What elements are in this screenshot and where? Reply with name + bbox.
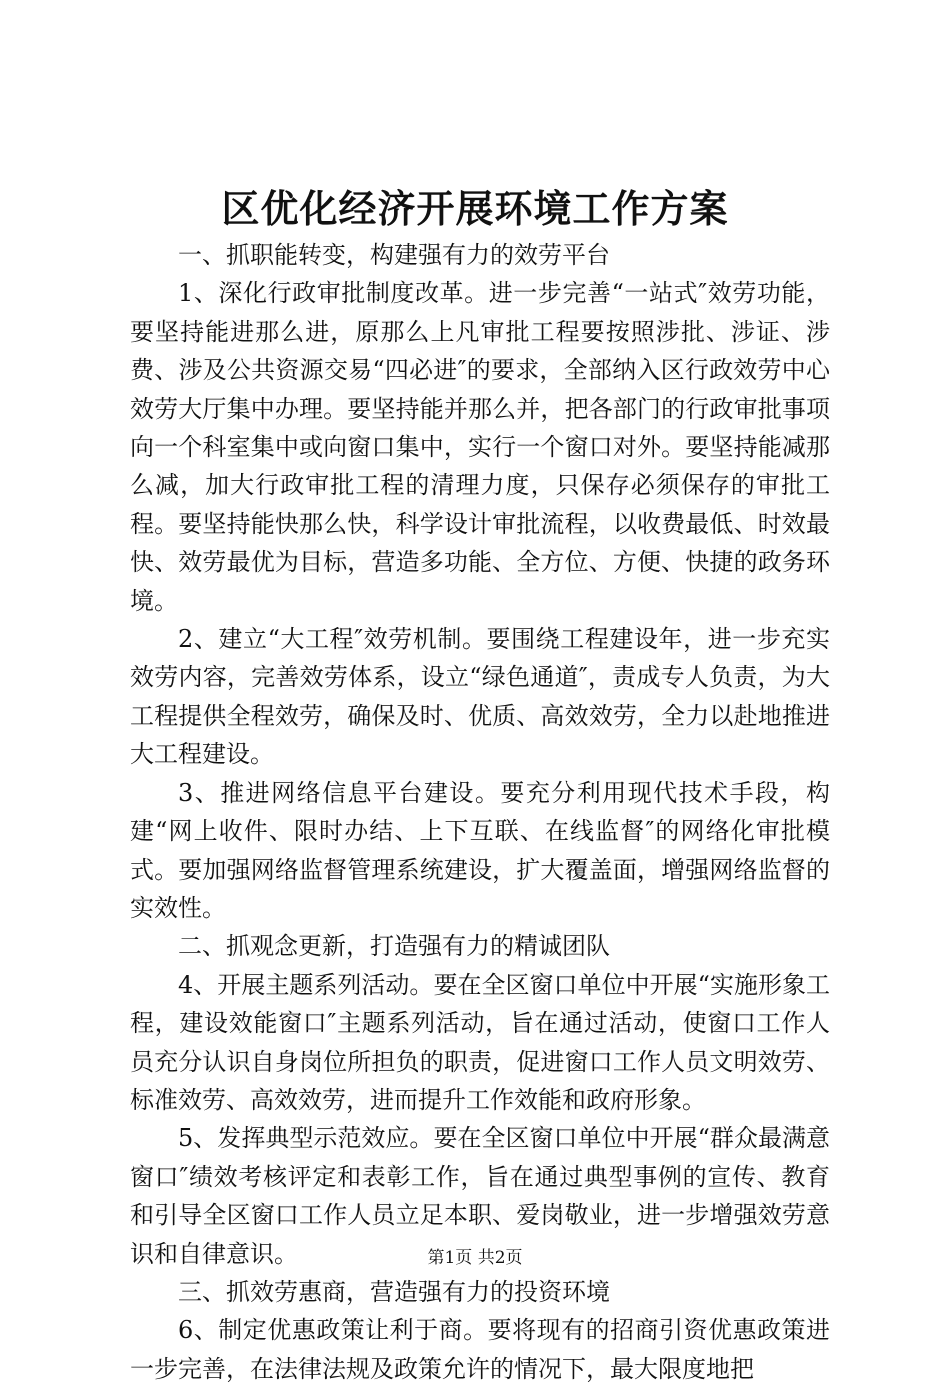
page-footer: 第1页 共2页: [427, 1248, 523, 1268]
section-heading-1: 一、抓职能转变，构建强有力的效劳平台: [178, 241, 610, 269]
paragraph-3: 3、推进网络信息平台建设。要充分利用现代技术手段，构建“网上收件、限时办结、上下互联、在线监督″的网络化审批模式。要加强网络监督管理系统建设，扩大覆盖面，增强网络监督的实效性。: [130, 778, 830, 922]
section-heading-3: 三、抓效劳惠商，营造强有力的投资环境: [178, 1277, 610, 1306]
paragraph-6: 6、制定优惠政策让利于商。要将现有的招商引资优惠政策进一步完善，在法律法规及政策允许的情况下，最大限度地把: [130, 1316, 830, 1383]
paragraph-2: 2、建立“大工程″效劳机制。要围绕工程建设年，进一步充实效劳内容，完善效劳体系，设立“绿色通道″，责成专人负责，为大工程提供全程效劳，确保及时、优质、高效效劳，全力以赴地推进大工程建设。: [130, 625, 830, 769]
paragraph-1: 1、深化行政审批制度改革。进一步完善“一站式″效劳功能，要坚持能进那么进，原那么上凡审批工程要按照涉批、涉证、涉费、涉及公共资源交易“四必进″的要求，全部纳入区行政效劳中心效劳大厅集中办理。要坚持能并那么并，把各部门的行政审批事项向一个科室集中或向窗口集中，实行一个窗口对外。要坚持能减那么减，加大行政审批工程的清理力度，只保存必须保存的审批工程。要坚持能快那么快，科学设计审批流程，以收费最低、时效最快、效劳最优为目标，营造多功能、全方位、方便、快捷的政务环境。: [130, 279, 830, 615]
document-body: [130, 236, 830, 1388]
section-heading-2: 二、抓观念更新，打造强有力的精诚团队: [178, 932, 610, 961]
document-title: 区优化经济开展环境工作方案: [221, 186, 729, 231]
paragraph-4: 4、开展主题系列活动。要在全区窗口单位中开展“实施形象工程，建设效能窗口″主题系列活动，旨在通过活动，使窗口工作人员充分认识自身岗位所担负的职责，促进窗口工作人员文明效劳、标准效劳、高效效劳，进而提升工作效能和政府形象。: [130, 970, 830, 1114]
paragraph-5: 5、发挥典型示范效应。要在全区窗口单位中开展“群众最满意窗口″绩效考核评定和表彰工作，旨在通过典型事例的宣传、教育和引导全区窗口工作人员立足本职、爱岗敬业，进一步增强效劳意识和自律意识。: [130, 1124, 830, 1268]
